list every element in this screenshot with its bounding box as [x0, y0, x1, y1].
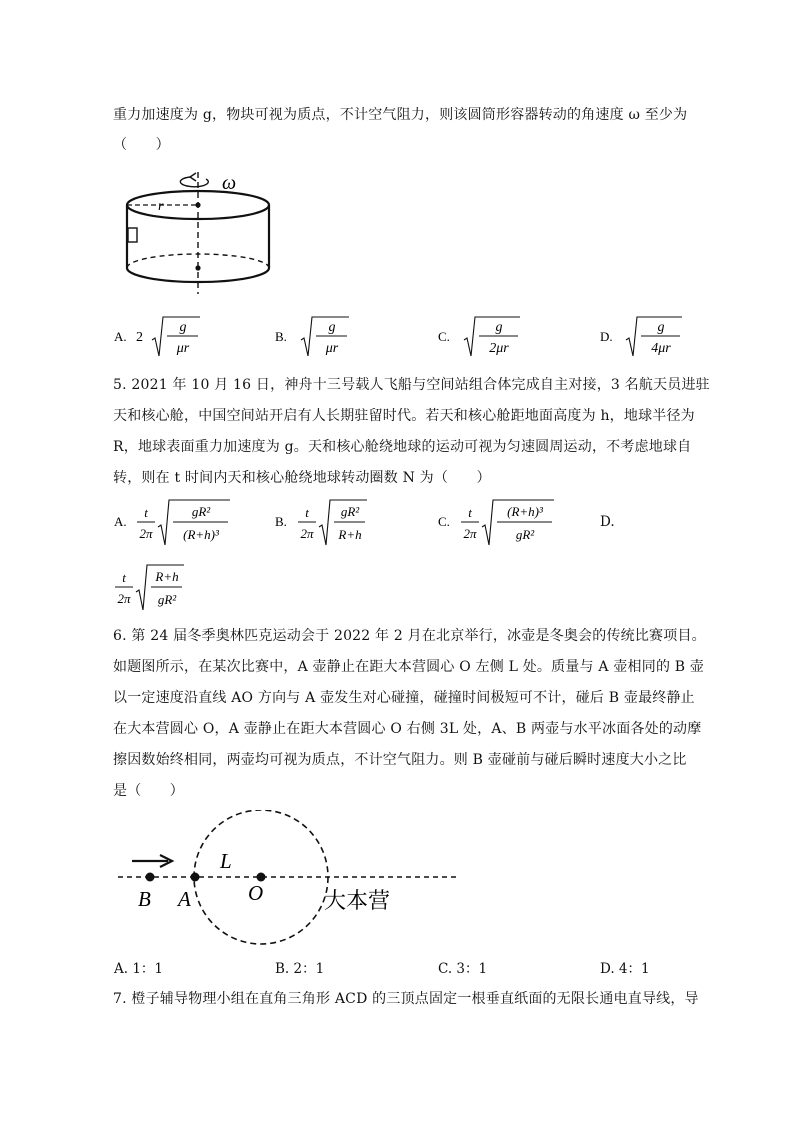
q6-stem-line-4: 在大本营圆心 O，A 壶静止在距大本营圆心 O 右侧 3L 处，A、B 两壶与水平冰面各处的动摩 [113, 721, 702, 737]
q4-option-d[interactable] [600, 314, 686, 364]
q4-option-a[interactable] [114, 314, 204, 364]
q7-stem-line-1: 7. 橙子辅导物理小组在直角三角形 ACD 的三顶点固定一根垂直纸面的无限长通电直导线，导 [113, 991, 699, 1007]
q4-stem-line-2: （ ） [113, 137, 170, 153]
omega-label: ω [222, 172, 237, 194]
option-2pi: 2π [139, 526, 153, 541]
cylinder-figure [118, 168, 278, 298]
q4-option-c[interactable] [438, 314, 524, 364]
q6-stem-line-2: 如题图所示，在某次比赛中，A 壶静止在距大本营圆心 O 左侧 L 处。质量与 A 壶相同的 B 壶 [113, 659, 705, 675]
option-numerator: g [179, 320, 187, 335]
option-2pi: 2π [300, 526, 314, 541]
option-denominator: μr [176, 341, 190, 356]
q5-stem-line-4: 转，则在 t 时间内天和核心舱绕地球转动圈数 N 为（ ） [113, 470, 491, 486]
option-numerator: g [495, 320, 503, 335]
option-label: B. [275, 329, 287, 344]
q4-option-b[interactable] [275, 314, 353, 364]
option-denominator: gR² [515, 527, 535, 542]
option-numerator: gR² [191, 504, 211, 519]
option-numerator: R+h [155, 569, 179, 584]
option-label: D. [600, 329, 613, 344]
q5-option-c[interactable] [438, 497, 564, 553]
q5-stem-line-3: R，地球表面重力加速度为 g。天和核心舱绕地球的运动可视为匀速圆周运动，不考虑地球自 [113, 439, 692, 455]
option-t: t [468, 505, 472, 520]
q6-stem-line-6: 是（ ） [113, 783, 184, 799]
option-numerator: gR² [340, 504, 360, 519]
label-b: B [138, 887, 151, 911]
option-denominator: (R+h)³ [183, 527, 219, 542]
option-t: t [144, 505, 148, 520]
option-label: A. [114, 329, 127, 344]
q6-option-d[interactable]: D. 4：1 [600, 961, 650, 977]
option-label: C. [438, 329, 450, 344]
option-2pi: 2π [117, 591, 131, 606]
option-numerator: g [328, 320, 336, 335]
option-t: t [122, 570, 126, 585]
option-denominator: μr [325, 341, 339, 356]
option-numerator: g [657, 320, 665, 335]
q6-option-a[interactable]: A. 1：1 [114, 961, 164, 977]
option-numerator: (R+h)³ [507, 504, 543, 519]
q5-option-d-label[interactable]: D. [600, 514, 615, 530]
label-l: L [220, 849, 232, 873]
option-coef: 2 [136, 330, 143, 345]
option-denominator: R+h [338, 527, 362, 542]
q5-option-a[interactable] [114, 497, 240, 553]
option-denominator: 2μr [489, 341, 509, 356]
label-a: A [178, 887, 191, 911]
q4-stem-line-1: 重力加速度为 g，物块可视为质点，不计空气阻力，则该圆筒形容器转动的角速度 ω 至少为 [113, 107, 688, 123]
label-o: O [248, 881, 264, 905]
q5-option-d[interactable] [114, 562, 194, 618]
option-label: B. [275, 514, 287, 529]
label-camp: 大本营 [324, 889, 391, 914]
option-t: t [305, 505, 309, 520]
q6-option-b[interactable]: B. 2：1 [275, 961, 325, 977]
q6-stem-line-1: 6. 第 24 届冬季奥林匹克运动会于 2022 年 2 月在北京举行，冰壶是冬奥会的传统比赛项目。 [113, 628, 706, 644]
option-label: A. [114, 514, 127, 529]
q5-option-b[interactable] [275, 497, 377, 553]
q6-stem-line-3: 以一定速度沿直线 AO 方向与 A 壶发生对心碰撞，碰撞时间极短可不计，碰后 B 壶最终静止 [113, 690, 695, 706]
q5-stem-line-2: 天和核心舱，中国空间站开启有人长期驻留时代。若天和核心舱距地面高度为 h，地球半径为 [113, 408, 695, 424]
curling-figure [112, 810, 472, 950]
option-denominator: gR² [157, 592, 177, 607]
radius-label: r [158, 199, 164, 214]
q6-option-c[interactable]: C. 3：1 [438, 961, 488, 977]
option-denominator: 4μr [651, 341, 671, 356]
q5-stem-line-1: 5. 2021 年 10 月 16 日，神舟十三号载人飞船与空间站组合体完成自主对接，3 名航天员进驻 [113, 377, 710, 393]
q6-stem-line-5: 擦因数始终相同，两壶均可视为质点，不计空气阻力。则 B 壶碰前与碰后瞬时速度大小之比 [113, 752, 687, 768]
option-2pi: 2π [463, 526, 477, 541]
option-label: C. [438, 514, 450, 529]
